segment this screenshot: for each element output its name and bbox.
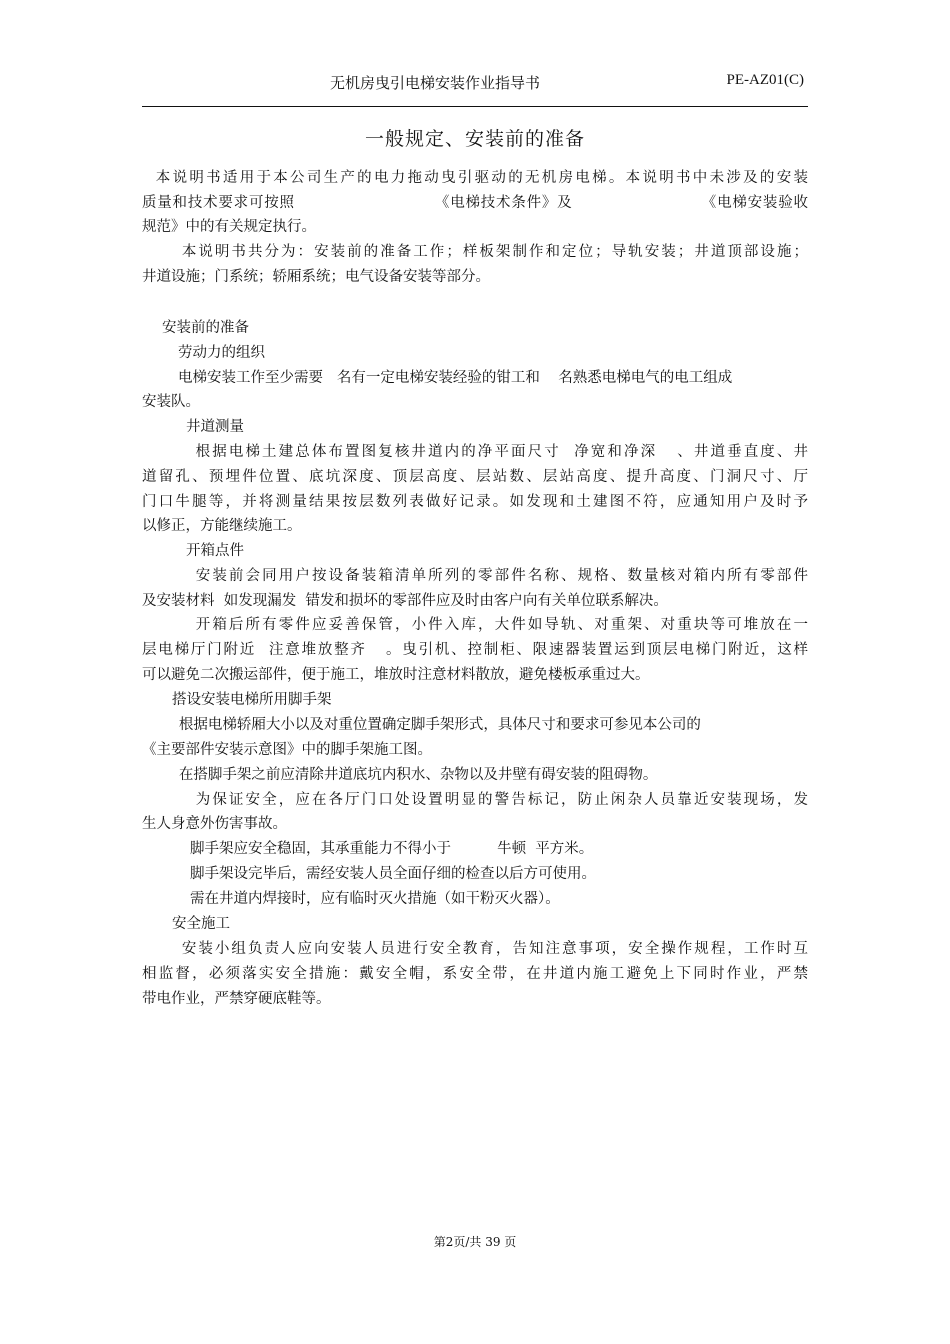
text-line: 在搭脚手架之前应清除井道底坑内积水、杂物以及井壁有碍安装的阻碍物。 — [142, 767, 658, 783]
text-line: 根据电梯土建总体布置图复核井道内的净平面尺寸 净宽和净深 、井道垂直度、井 — [142, 444, 808, 460]
text-line: 《主要部件安装示意图》中的脚手架施工图。 — [142, 742, 432, 758]
text-line: 及安装材料 如发现漏发 错发和损坏的零部件应及时由客户向有关单位联系解决。 — [142, 593, 668, 609]
document-title: 无机房曳引电梯安装作业指导书 — [330, 74, 541, 92]
text-line: 生人身意外伤害事故。 — [142, 816, 287, 832]
text-line: 安装队。 — [142, 394, 200, 410]
text-line: 带电作业，严禁穿硬底鞋等。 — [142, 991, 331, 1007]
text-line: 脚手架应安全稳固，其承重能力不得小于 牛顿 平方米。 — [190, 841, 594, 857]
text-line: 开箱后所有零件应妥善保管，小件入库，大件如导轨、对重架、对重块等可堆放在一 — [142, 617, 808, 633]
text-line: 本说明书适用于本公司生产的电力拖动曳引驱动的无机房电梯。本说明书中未涉及的安装 — [142, 170, 808, 186]
text-line: 需在井道内焊接时，应有临时灭火措施（如干粉灭火器）。 — [190, 891, 560, 907]
text-line: 道留孔、预埋件位置、底坑深度、顶层高度、层站数、层站高度、提升高度、门洞尺寸、厅 — [142, 469, 808, 485]
subheading: 劳动力的组织 — [178, 345, 265, 361]
text-line: 根据电梯轿厢大小以及对重位置确定脚手架形式，具体尺寸和要求可参见本公司的 — [142, 717, 701, 733]
text-line: 井道设施；门系统；轿厢系统；电气设备安装等部分。 — [142, 269, 490, 285]
text-line: 质量和技术要求可按照 《电梯技术条件》及 《电梯安装验收 — [142, 195, 808, 211]
text-line: 安装小组负责人应向安装人员进行安全教育，告知注意事项，安全操作规程，工作时互 — [142, 941, 808, 957]
heading: 安装前的准备 — [162, 320, 249, 336]
header-divider — [142, 106, 808, 107]
subheading: 井道测量 — [186, 419, 244, 435]
section-title: 一般规定、安装前的准备 — [364, 128, 585, 150]
text-line: 电梯安装工作至少需要 名有一定电梯安装经验的钳工和 名熟悉电梯电气的电工组成 — [178, 370, 733, 386]
text-line: 脚手架设完毕后，需经安装人员全面仔细的检查以后方可使用。 — [190, 866, 596, 882]
subheading: 搭设安装电梯所用脚手架 — [172, 692, 332, 708]
text-line: 层电梯厅门附近 注意堆放整齐 。曳引机、控制柜、限速器装置运到顶层电梯门附近，这样 — [142, 642, 808, 658]
text-line: 以修正，方能继续施工。 — [142, 518, 302, 534]
page-number: 第2页/共 39 页 — [433, 1235, 517, 1249]
text-line: 为保证安全，应在各厅门口处设置明显的警告标记，防止闲杂人员靠近安装现场，发 — [142, 792, 808, 808]
text-line: 可以避免二次搬运部件，便于施工，堆放时注意材料散放，避免楼板承重过大。 — [142, 667, 650, 683]
text-line: 相监督，必须落实安全措施：戴安全帽，系安全带，在井道内施工避免上下同时作业，严禁 — [142, 966, 808, 982]
text-line: 规范》中的有关规定执行。 — [142, 219, 316, 235]
text-line: 安装前会同用户按设备装箱清单所列的零部件名称、规格、数量核对箱内所有零部件 — [142, 568, 808, 584]
document-code: PE-AZ01(C) — [726, 72, 804, 88]
text-line: 本说明书共分为：安装前的准备工作；样板架制作和定位；导轨安装；井道顶部设施； — [142, 244, 808, 260]
text-line: 门口牛腿等，并将测量结果按层数列表做好记录。如发现和土建图不符，应通知用户及时予 — [142, 494, 808, 510]
subheading: 安全施工 — [172, 916, 230, 932]
subheading: 开箱点件 — [186, 543, 244, 559]
